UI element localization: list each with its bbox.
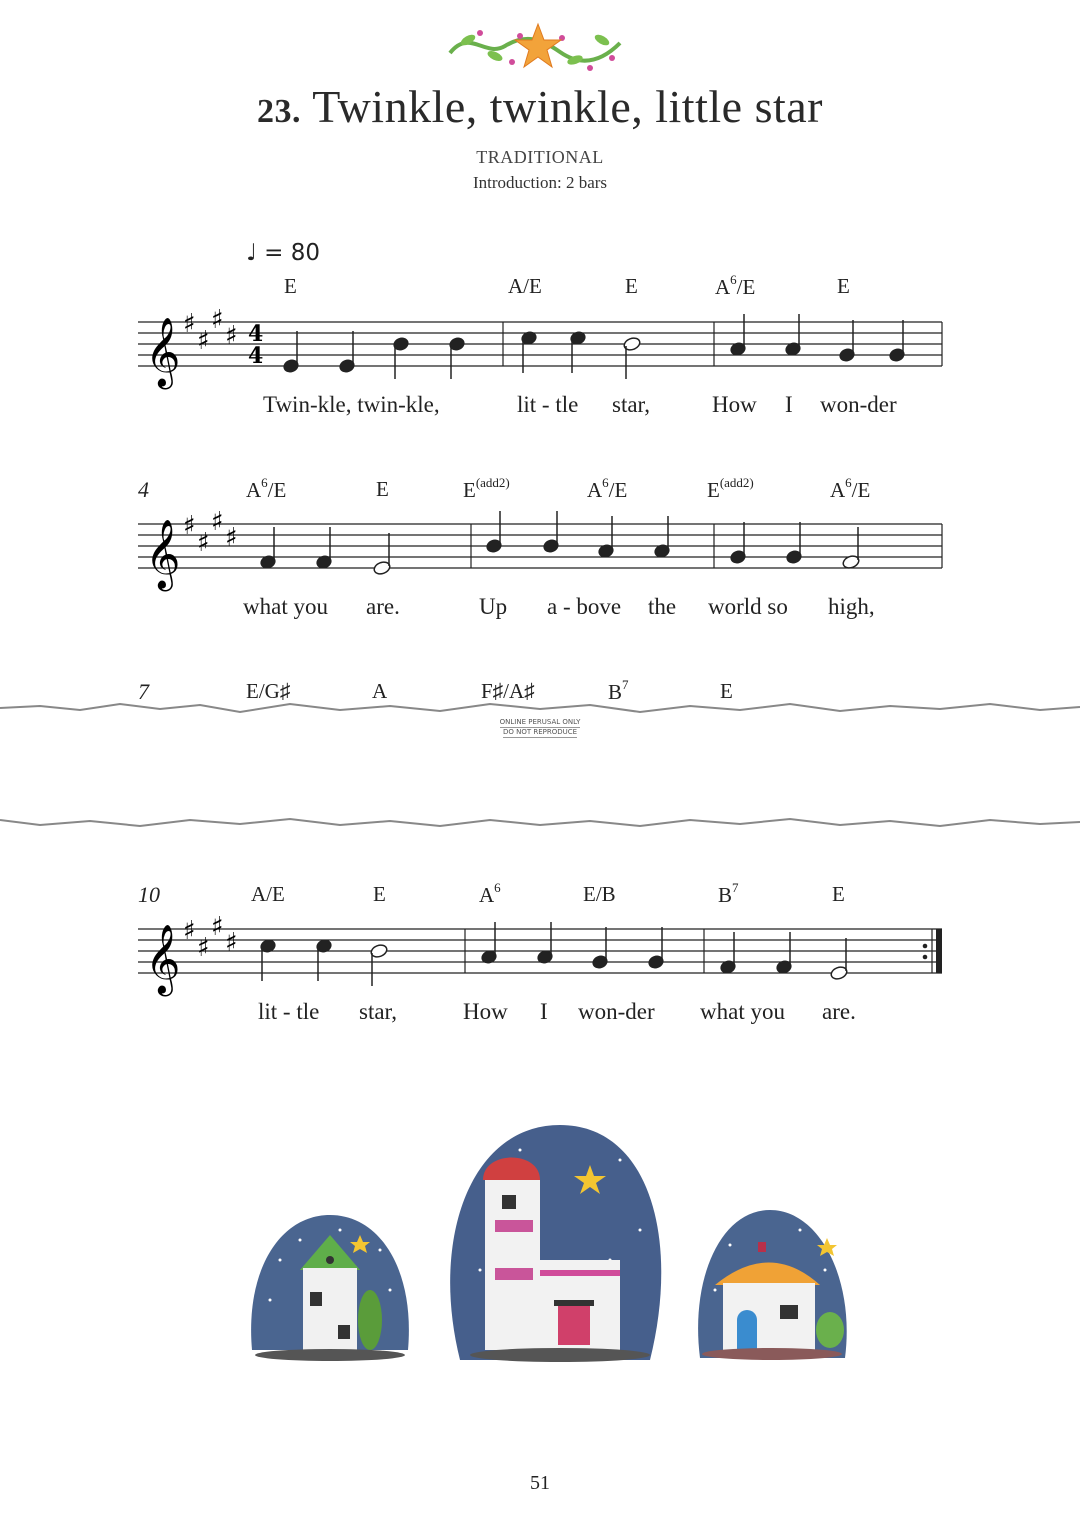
chord-symbol: $E^{(add2)}$ <box>463 475 510 502</box>
watermark: ONLINE PERUSAL ONLY DO NOT REPRODUCE <box>499 718 581 736</box>
treble-clef-icon: 𝄞 <box>145 924 181 994</box>
final-barline <box>936 929 942 973</box>
treble-clef-icon: 𝄞 <box>145 519 181 589</box>
lyric: world so <box>708 594 788 619</box>
chord-symbol: $A^6/E$ <box>246 475 287 502</box>
treble-clef-icon: 𝄞 <box>145 317 181 387</box>
right-house-icon <box>698 1210 847 1360</box>
measure-number: 7 <box>138 679 149 704</box>
intro-note: Introduction: 2 bars <box>472 173 608 192</box>
svg-text:♯: ♯ <box>225 523 238 553</box>
chord-symbol: E <box>832 882 845 906</box>
chord-symbol: E <box>837 274 850 298</box>
lyric: lit - tle <box>517 392 579 417</box>
svg-text:♯: ♯ <box>211 305 224 335</box>
lyric: a - bove <box>547 594 622 619</box>
svg-text:♯: ♯ <box>183 309 196 339</box>
lyric: I <box>540 999 548 1024</box>
svg-text:♯: ♯ <box>197 326 210 356</box>
svg-text:♯: ♯ <box>225 321 238 351</box>
lyric: Up <box>479 594 508 619</box>
lyric: the <box>648 594 677 619</box>
tempo-marking: ♩ = 80 <box>246 240 321 266</box>
song-number: 23. <box>257 93 302 130</box>
lyric: Twin-kle, twin-kle, <box>263 392 440 417</box>
middle-house-icon <box>450 1125 661 1362</box>
svg-text:♯: ♯ <box>183 916 196 946</box>
chord-symbol: $A^6$ <box>479 880 501 907</box>
chord-symbol: $A^6/E$ <box>587 475 628 502</box>
quarter-note-icon: ♩ <box>246 240 257 266</box>
chord-symbol: E/G♯ <box>246 679 291 703</box>
lyric: what you <box>700 999 785 1024</box>
lyric: star, <box>359 999 398 1024</box>
left-house-icon <box>251 1215 409 1361</box>
chord-symbol: E/B <box>583 882 616 906</box>
lyric: high, <box>828 594 875 619</box>
svg-text:♯: ♯ <box>197 528 210 558</box>
svg-text:♯: ♯ <box>211 507 224 537</box>
chord-symbol: $B^7$ <box>608 677 629 704</box>
lyric: are. <box>366 594 400 619</box>
lyric: I <box>785 392 793 417</box>
chord-symbol: E <box>720 679 733 703</box>
measure-number: 10 <box>138 882 160 907</box>
lyric: How <box>463 999 508 1024</box>
chord-symbol: A/E <box>251 882 285 906</box>
svg-text:♯: ♯ <box>183 511 196 541</box>
svg-text:♯: ♯ <box>197 933 210 963</box>
lyric: lit - tle <box>258 999 320 1024</box>
lyric: How <box>712 392 757 417</box>
page-number: 51 <box>530 1472 550 1494</box>
svg-text:♯: ♯ <box>225 928 238 958</box>
chord-symbol: A <box>372 679 388 703</box>
repeat-dots <box>923 944 928 949</box>
composer-credit: TRADITIONAL <box>476 147 604 167</box>
chord-symbol: E <box>284 274 297 298</box>
chord-symbol: $E^{(add2)}$ <box>707 475 754 502</box>
chord-symbol: $A^6/E$ <box>830 475 871 502</box>
lyric: what you <box>243 594 328 619</box>
lyric: star, <box>612 392 651 417</box>
svg-text:4: 4 <box>248 343 264 369</box>
svg-text:♯: ♯ <box>211 912 224 942</box>
lyric: won-der <box>578 999 655 1024</box>
chord-symbol: A/E <box>508 274 542 298</box>
measure-number: 4 <box>138 477 149 502</box>
lyric: won-der <box>820 392 897 417</box>
chord-symbol: E <box>625 274 638 298</box>
chord-symbol: $A^6/E$ <box>715 272 756 299</box>
chord-symbol: F♯/A♯ <box>481 679 535 703</box>
chord-symbol: $B^7$ <box>718 880 739 907</box>
houses-illustration <box>240 1120 860 1380</box>
chord-symbol: E <box>376 477 389 501</box>
chord-symbol: E <box>373 882 386 906</box>
lyric: are. <box>822 999 856 1024</box>
time-signature: 4 <box>248 321 264 347</box>
song-title-text: Twinkle, twinkle, little star <box>312 81 823 132</box>
